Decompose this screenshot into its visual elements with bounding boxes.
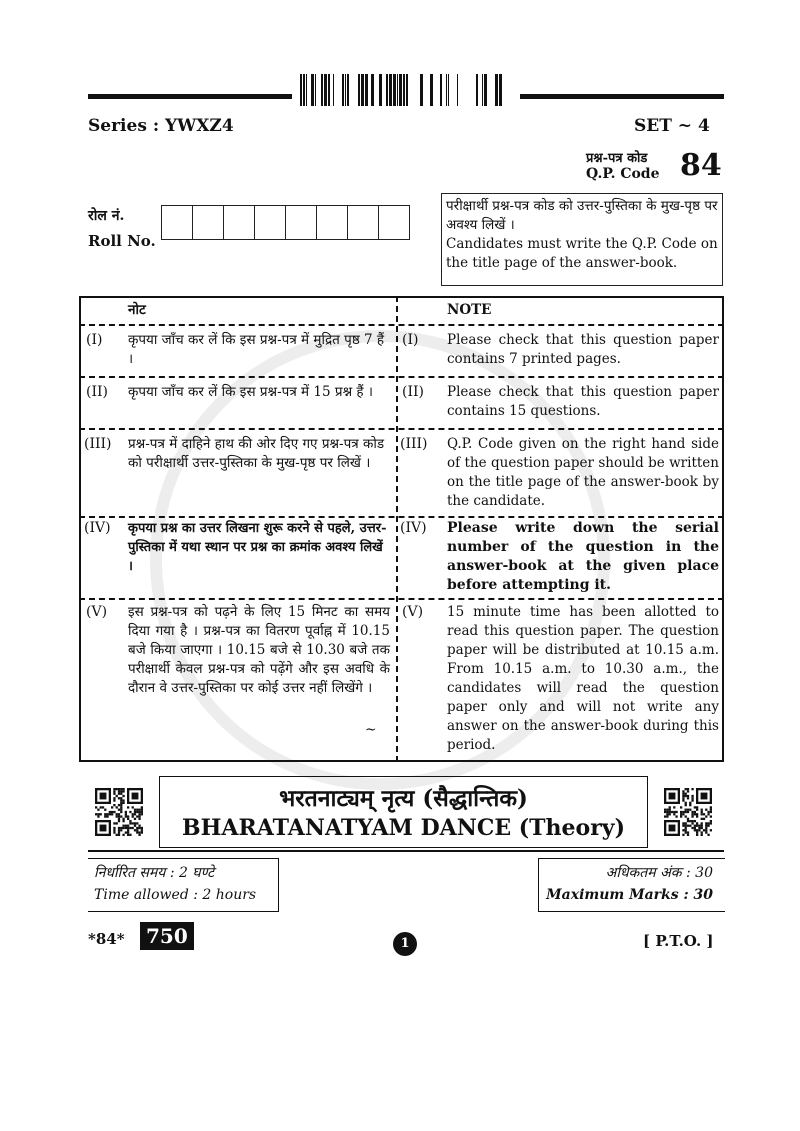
roll-label-en: Roll No. xyxy=(88,232,156,250)
row-separator xyxy=(79,324,724,326)
qr-code-icon xyxy=(664,788,712,836)
note-text-en: Please write down the serial number of the question in the answer-book at the given place before attempting it. xyxy=(447,520,719,593)
roll-box[interactable] xyxy=(378,205,410,240)
pto-label: [ P.T.O. ] xyxy=(643,932,714,950)
qr-code-icon xyxy=(95,788,143,836)
candidate-instruction-box xyxy=(441,193,723,286)
row-separator xyxy=(79,376,724,378)
max-marks-box xyxy=(538,858,725,912)
note-text-en: Please check that this question paper contains 7 printed pages. xyxy=(447,332,719,367)
qp-code-label-hi: प्रश्न-पत्र कोड xyxy=(586,151,648,166)
note-num-en: (V) xyxy=(402,604,424,620)
roll-number-boxes[interactable] xyxy=(162,205,410,240)
note-text-hi: कृपया प्रश्न का उत्तर लिखना शुरू करने से पहले, उत्तर-पुस्तिका में यथा स्थान पर प्रश्न का क्रमांक अवश्य लिखें । xyxy=(128,521,387,574)
note-text-hi: कृपया जाँच कर लें कि इस प्रश्न-पत्र में मुद्रित पृष्ठ 7 हैं । xyxy=(128,332,385,367)
roll-label-hi: रोल नं. xyxy=(88,208,125,224)
note-num-hi: (I) xyxy=(86,332,103,348)
note-num-hi: (II) xyxy=(86,384,108,400)
roll-box[interactable] xyxy=(347,205,379,240)
series-label: Series : YWXZ4 xyxy=(88,116,234,136)
note-num-en: (IV) xyxy=(400,520,427,536)
box-code: 750 xyxy=(140,922,194,950)
notes-divider xyxy=(396,296,398,762)
subject-title-hi: भरतनाट्यम् नृत्य (सैद्धान्तिक) xyxy=(279,785,528,812)
note-text-en: 15 minute time has been allotted to read this question paper. The question paper will be distributed at 10.15 a.m. From 10.15 a.m. to 10.30 a.m., the candidates will read the question paper only and will not write any answer on the answer-book during this period. xyxy=(447,604,719,753)
roll-box[interactable] xyxy=(161,205,193,240)
note-text-en: Please check that this question paper contains 15 questions. xyxy=(447,384,719,419)
top-rule-left xyxy=(88,94,292,99)
subject-title-en: BHARATANATYAM DANCE (Theory) xyxy=(182,815,625,841)
candidate-instruction-hi: परीक्षार्थी प्रश्न-पत्र कोड को उत्तर-पुस्तिका के मुख-पृष्ठ पर अवश्य लिखें । xyxy=(446,198,718,233)
subject-title-box xyxy=(159,776,648,848)
note-num-hi: (III) xyxy=(84,436,112,452)
star-code: *84* xyxy=(88,930,125,948)
note-num-en: (I) xyxy=(402,332,419,348)
page-number: 1 xyxy=(393,932,417,956)
time-allowed-box xyxy=(88,858,279,912)
roll-box[interactable] xyxy=(192,205,224,240)
max-marks-hi: अधिकतम अंक : 30 xyxy=(605,865,713,881)
barcode-icon xyxy=(300,74,510,106)
roll-box[interactable] xyxy=(254,205,286,240)
tilde-mark: ~ xyxy=(365,722,377,738)
max-marks-en: Maximum Marks : 30 xyxy=(546,887,713,903)
note-num-en: (III) xyxy=(400,436,428,452)
qp-code: 84 xyxy=(680,148,722,183)
note-text-hi: इस प्रश्न-पत्र को पढ़ने के लिए 15 मिनट का समय दिया गया है । प्रश्न-पत्र का वितरण पूर्वाह्न में 10.15 बजे किया जाएगा । 10.15 बजे से 10.30 बजे तक परीक्षार्थी केवल प्रश्न-पत्र को पढ़ेंगे और इस अवधि के दौरान वे उत्तर-पुस्तिका पर कोई उत्तर नहीं लिखेंगे । xyxy=(128,604,390,696)
note-num-hi: (IV) xyxy=(84,520,111,536)
roll-box[interactable] xyxy=(223,205,255,240)
note-text-hi: कृपया जाँच कर लें कि इस प्रश्न-पत्र में 15 प्रश्न हैं । xyxy=(128,384,373,400)
roll-box[interactable] xyxy=(316,205,348,240)
row-separator xyxy=(79,598,724,600)
time-allowed-en: Time allowed : 2 hours xyxy=(94,887,257,903)
row-separator xyxy=(79,428,724,430)
time-allowed-hi: निर्धारित समय : 2 घण्टे xyxy=(94,865,215,881)
title-underline xyxy=(88,850,724,852)
note-num-hi: (V) xyxy=(86,604,108,620)
top-rule-right xyxy=(520,94,724,99)
note-header-hi: नोट xyxy=(128,302,146,318)
set-label: SET ~ 4 xyxy=(634,116,710,136)
note-text-en: Q.P. Code given on the right hand side of the question paper should be written on the title page of the answer-book by the candidate. xyxy=(447,436,719,509)
qp-code-label-en: Q.P. Code xyxy=(586,166,660,182)
row-separator xyxy=(79,516,724,518)
note-num-en: (II) xyxy=(402,384,424,400)
note-text-hi: प्रश्न-पत्र में दाहिने हाथ की ओर दिए गए प्रश्न-पत्र कोड को परीक्षार्थी उत्तर-पुस्तिका के मुख-पृष्ठ पर लिखें । xyxy=(128,436,385,471)
candidate-instruction-en: Candidates must write the Q.P. Code on the title page of the answer-book. xyxy=(446,236,718,271)
roll-box[interactable] xyxy=(285,205,317,240)
note-header-en: NOTE xyxy=(447,302,492,318)
